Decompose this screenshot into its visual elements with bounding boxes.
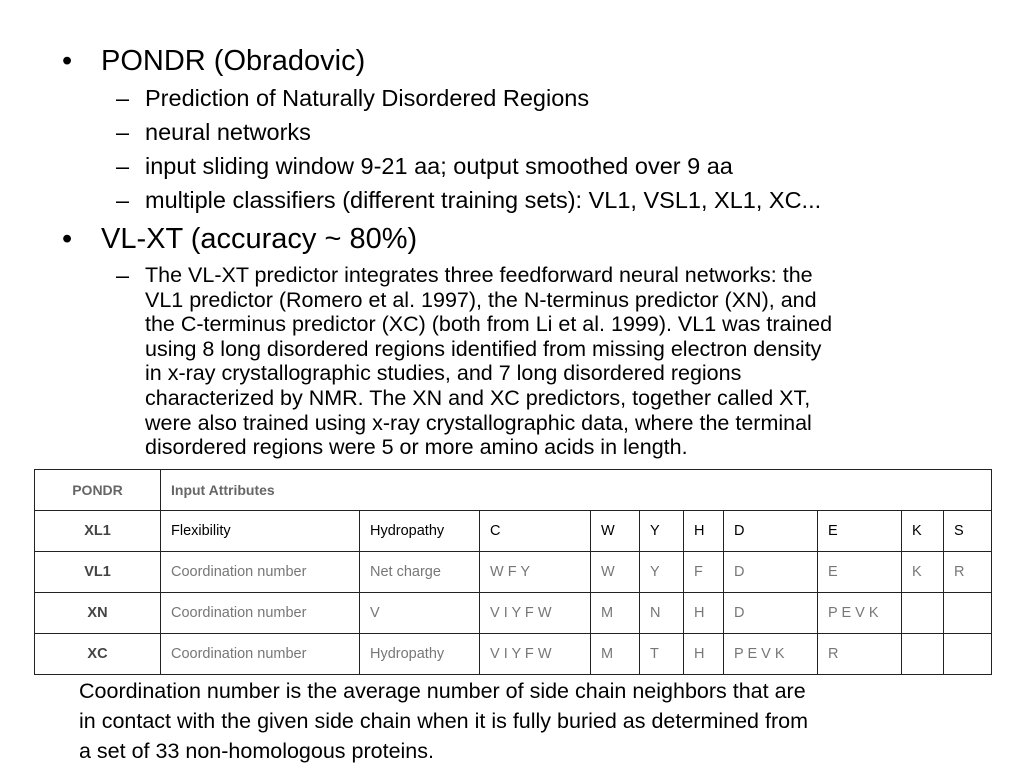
table-cell: V bbox=[360, 593, 480, 634]
table-cell: D bbox=[724, 552, 818, 593]
pondr-attributes-table bbox=[34, 469, 992, 675]
table-cell: Flexibility bbox=[161, 511, 360, 552]
table-cell bbox=[902, 593, 944, 634]
bullet-text: PONDR (Obradovic) bbox=[101, 45, 366, 77]
table-cell: P E V K bbox=[818, 593, 902, 634]
sub-bullet-text: Prediction of Naturally Disordered Regions bbox=[145, 85, 590, 111]
table-row bbox=[35, 552, 992, 593]
table-cell: Net charge bbox=[360, 552, 480, 593]
dash-marker: – bbox=[116, 153, 130, 179]
table-cell: Y bbox=[640, 511, 684, 552]
table-cell: F bbox=[684, 552, 724, 593]
table-cell: K bbox=[902, 552, 944, 593]
table-cell: H bbox=[684, 634, 724, 675]
table-cell: D bbox=[724, 511, 818, 552]
row-name: VL1 bbox=[35, 552, 161, 593]
footnote-line: a set of 33 non-homologous proteins. bbox=[79, 739, 434, 763]
dash-marker: – bbox=[116, 262, 130, 288]
table-cell: S bbox=[944, 511, 992, 552]
footnote-line: Coordination number is the average number of side chain neighbors that are bbox=[79, 679, 806, 703]
row-name: XL1 bbox=[35, 511, 161, 552]
paragraph-line: were also trained using x-ray crystallographic data, where the terminal bbox=[145, 410, 812, 435]
table-cell: N bbox=[640, 593, 684, 634]
table-cell: M bbox=[591, 634, 640, 675]
row-name: XN bbox=[35, 593, 161, 634]
sub-bullet-text: neural networks bbox=[145, 119, 311, 145]
paragraph-line: The VL-XT predictor integrates three feedforward neural networks: the bbox=[145, 263, 813, 287]
sub-bullet-text: multiple classifiers (different training sets): VL1, VSL1, XL1, XC... bbox=[145, 187, 822, 213]
table-cell: R bbox=[944, 552, 992, 593]
table-cell: V I Y F W bbox=[480, 634, 591, 675]
table-cell: Hydropathy bbox=[360, 634, 480, 675]
sub-bullet-text: input sliding window 9-21 aa; output smoothed over 9 aa bbox=[145, 153, 733, 179]
table-cell: T bbox=[640, 634, 684, 675]
table-cell: V I Y F W bbox=[480, 593, 591, 634]
table-cell: C bbox=[480, 511, 591, 552]
paragraph-line: disordered regions were 5 or more amino acids in length. bbox=[145, 435, 688, 460]
table-cell bbox=[944, 593, 992, 634]
paragraph-line: characterized by NMR. The XN and XC predictors, together called XT, bbox=[145, 385, 811, 410]
table-row bbox=[35, 511, 992, 552]
footnote-line: in contact with the given side chain when it is fully buried as determined from bbox=[79, 709, 808, 733]
table-cell: W bbox=[591, 511, 640, 552]
bullet-marker: • bbox=[62, 223, 73, 255]
paragraph-line: using 8 long disordered regions identified from missing electron density bbox=[145, 336, 822, 361]
paragraph-line: VL1 predictor (Romero et al. 1997), the N-terminus predictor (XN), and bbox=[145, 287, 817, 312]
vl-xt-description bbox=[116, 262, 975, 460]
table-cell: Coordination number bbox=[161, 634, 360, 675]
table-cell: K bbox=[902, 511, 944, 552]
table-cell: Hydropathy bbox=[360, 511, 480, 552]
header-pondr: PONDR bbox=[35, 470, 161, 511]
table-row bbox=[35, 593, 992, 634]
footnote bbox=[79, 676, 979, 766]
row-name: XC bbox=[35, 634, 161, 675]
bullet-marker: • bbox=[62, 45, 73, 77]
dash-marker: – bbox=[116, 187, 130, 213]
table-header-row bbox=[35, 470, 992, 511]
table-cell: M bbox=[591, 593, 640, 634]
table-row bbox=[35, 634, 992, 675]
paragraph-line: in x-ray crystallographic studies, and 7 long disordered regions bbox=[145, 361, 742, 386]
table-cell: H bbox=[684, 593, 724, 634]
header-input-attributes: Input Attributes bbox=[161, 470, 992, 511]
table-cell: Coordination number bbox=[161, 552, 360, 593]
dash-marker: – bbox=[116, 85, 130, 111]
table-cell bbox=[902, 634, 944, 675]
table-cell: W bbox=[591, 552, 640, 593]
bullet-text: VL-XT (accuracy ~ 80%) bbox=[101, 223, 418, 255]
table-cell: Y bbox=[640, 552, 684, 593]
table-cell: P E V K bbox=[724, 634, 818, 675]
table-cell: E bbox=[818, 511, 902, 552]
table-cell: Coordination number bbox=[161, 593, 360, 634]
table-cell: E bbox=[818, 552, 902, 593]
table-cell bbox=[944, 634, 992, 675]
table-cell: H bbox=[684, 511, 724, 552]
dash-marker: – bbox=[116, 119, 130, 145]
table-cell: W F Y bbox=[480, 552, 591, 593]
table-cell: R bbox=[818, 634, 902, 675]
table-cell: D bbox=[724, 593, 818, 634]
paragraph-line: the C-terminus predictor (XC) (both from Li et al. 1999). VL1 was trained bbox=[145, 312, 833, 337]
